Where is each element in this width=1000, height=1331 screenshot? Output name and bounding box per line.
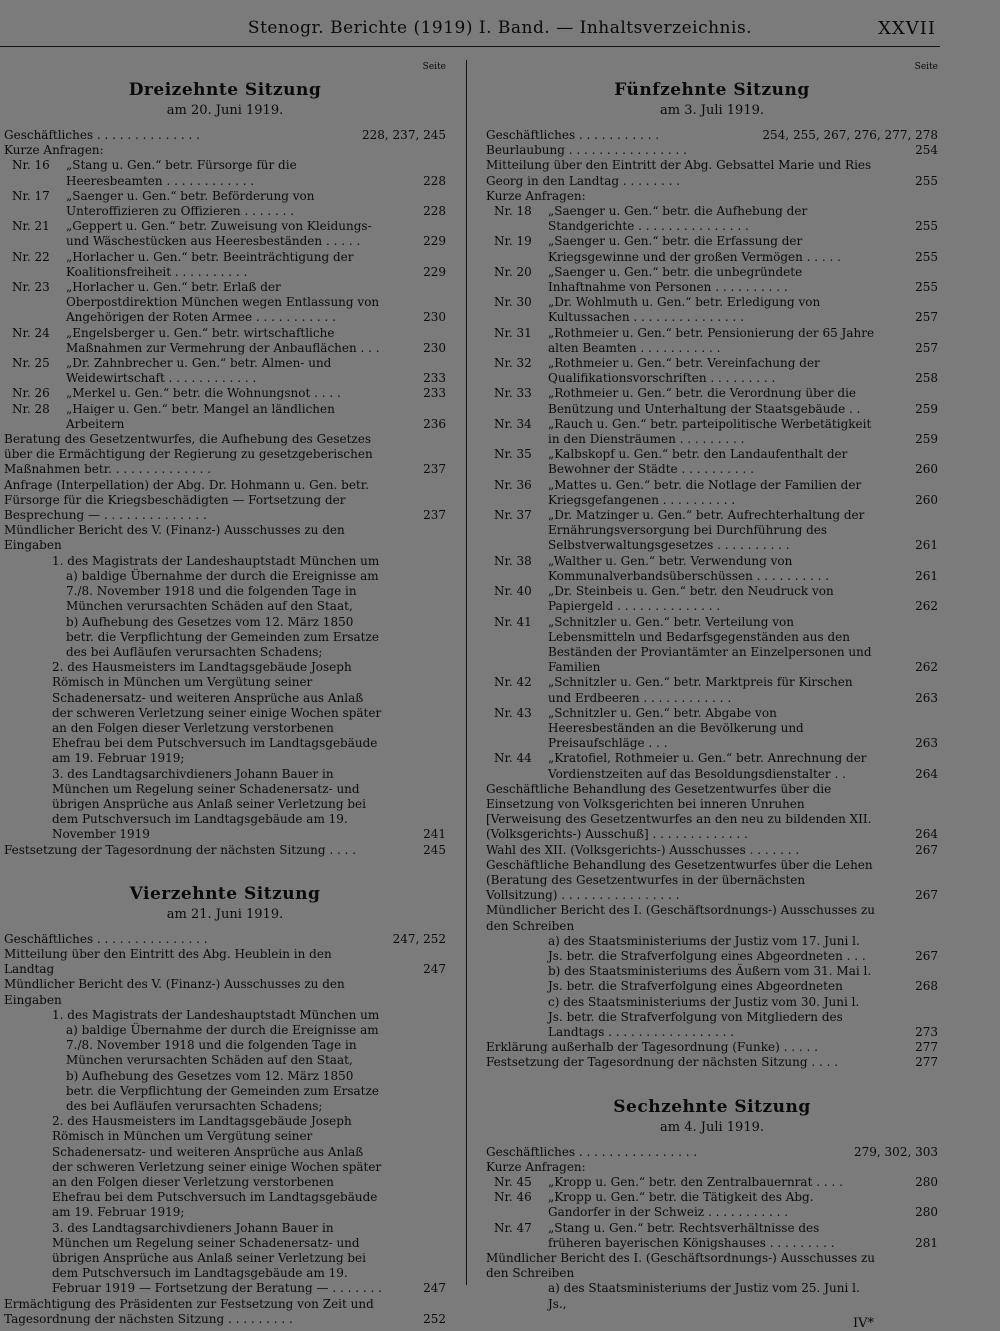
toc-entry bbox=[4, 1221, 446, 1297]
toc-entry bbox=[4, 158, 446, 188]
entry-page: 237 bbox=[423, 462, 446, 477]
toc-entry bbox=[4, 128, 446, 143]
entry-page: 260 bbox=[915, 462, 938, 477]
entry-text: „Schnitzler u. Gen.“ betr. Verteilung von Lebensmitteln und Bedarfsgegenständen aus den Beständen der Proviantämter an Einzelpersonen und Familien bbox=[548, 614, 872, 675]
seite-label: Seite bbox=[422, 62, 446, 72]
entry-page: 279, 302, 303 bbox=[854, 1144, 938, 1159]
toc-entry bbox=[4, 143, 446, 158]
entry-text: „Kratofiel, Rothmeier u. Gen.“ betr. Anrechnung der Vordienstzeiten auf das Besoldungsdienstalter . . bbox=[548, 751, 867, 781]
entry-page: 267 bbox=[915, 948, 938, 963]
entry-number: Nr. 33 bbox=[494, 386, 532, 401]
toc-entry bbox=[4, 280, 446, 326]
entry-number: Nr. 17 bbox=[12, 188, 50, 203]
entry-text: Beratung des Gesetzentwurfes, die Aufhebung des Gesetzes über die Ermächtigung der Regierung zu gesetzgeberischen Maßnahmen betr. . . . . . . . . . . . . . bbox=[4, 432, 373, 477]
entry-number: Nr. 20 bbox=[494, 264, 532, 279]
entry-page: 263 bbox=[915, 736, 938, 751]
entry-number: Nr. 18 bbox=[494, 204, 532, 219]
entry-number: Nr. 32 bbox=[494, 356, 532, 371]
toc-entry bbox=[486, 1251, 938, 1281]
session-block bbox=[4, 882, 446, 1327]
session-title: Sechzehnte Sitzung bbox=[613, 1096, 811, 1117]
entry-text: „Horlacher u. Gen.“ betr. Beeinträchtigung der Koalitionsfreiheit . . . . . . . . . . bbox=[66, 249, 354, 279]
toc-entry bbox=[486, 265, 938, 295]
toc-entry bbox=[486, 843, 938, 858]
toc-entry bbox=[486, 964, 938, 994]
entry-text: 2. des Hausmeisters im Landtagsgebäude Joseph Römisch in München um Vergütung seiner Schadenersatz- und weiteren Ansprüche aus Anlaß der schweren Verletzung seiner einige Wochen später an den Folgen dieser Verletzung verstorbenen Ehefrau bei dem Putschversuch im Landtagsgebäude am 19. Februar 1919; bbox=[52, 660, 382, 766]
toc-entry bbox=[4, 356, 446, 386]
entry-text: „Horlacher u. Gen.“ betr. Erlaß der Oberpostdirektion München wegen Entlassung von Angehörigen der Roten Armee . . . . . . . . . . . bbox=[66, 280, 380, 325]
entry-text: Ermächtigung des Präsidenten zur Festsetzung von Zeit und Tagesordnung der nächsten Sitzung . . . . . . . . . bbox=[4, 1296, 374, 1326]
toc-entry bbox=[486, 356, 938, 386]
entry-page: 277 bbox=[915, 1040, 938, 1055]
session-date: am 4. Juli 1919. bbox=[660, 1119, 764, 1135]
entry-text: Kurze Anfragen: bbox=[4, 143, 104, 158]
entry-text: a) baldige Übernahme der durch die Ereignisse am 7./8. November 1918 und die folgenden Tage in München verursachten Schäden auf den Staat, bbox=[66, 1022, 379, 1068]
entry-text: Anfrage (Interpellation) der Abg. Dr. Hohmann u. Gen. betr. Fürsorge für die Kriegsbeschädigten — Fortsetzung der Besprechung — . . . . . . . . . . . . . . bbox=[4, 477, 369, 523]
toc-entry bbox=[486, 204, 938, 234]
signature-mark: IV* bbox=[852, 1315, 874, 1331]
entry-text: Geschäftliche Behandlung des Gesetzentwurfes über die Lehen (Beratung des Gesetzentwurfes in der übernächsten Vollsitzung) . . . . . . . . . . . . . . . . bbox=[486, 857, 873, 903]
toc-entry bbox=[4, 523, 446, 553]
toc-entry bbox=[4, 947, 446, 977]
entry-page: 258 bbox=[915, 371, 938, 386]
toc-entry bbox=[486, 858, 938, 904]
entry-text: 2. des Hausmeisters im Landtagsgebäude Joseph Römisch in München um Vergütung seiner Schadenersatz- und weiteren Ansprüche aus Anlaß der schweren Verletzung seiner einige Wochen später an den Folgen dieser Verletzung verstorbenen Ehefrau bei dem Putschversuch im Landtagsgebäude am 19. Februar 1919; bbox=[52, 1114, 382, 1220]
entry-number: Nr. 35 bbox=[494, 447, 532, 462]
entry-text: Geschäftliches . . . . . . . . . . . . . . bbox=[4, 128, 200, 142]
entry-text: „Stang u. Gen.“ betr. Fürsorge für die Heeresbeamten . . . . . . . . . . . . bbox=[66, 158, 297, 188]
entry-text: „Dr. Steinbeis u. Gen.“ betr. den Neudruck von Papiergeld . . . . . . . . . . . . . . bbox=[548, 584, 834, 614]
entry-page: 260 bbox=[915, 492, 938, 507]
toc-entry bbox=[4, 1114, 446, 1220]
entry-text: „Engelsberger u. Gen.“ betr. wirtschaftliche Maßnahmen zur Vermehrung der Anbauflächen . . . bbox=[66, 325, 380, 355]
entry-text: Kurze Anfragen: bbox=[486, 1159, 586, 1174]
running-title: Stenogr. Berichte (1919) I. Band. — Inhaltsverzeichnis. bbox=[247, 18, 753, 38]
entry-page: 233 bbox=[423, 386, 446, 401]
right-sessions bbox=[486, 78, 938, 1312]
entry-text: c) des Staatsministeriums der Justiz vom 30. Juni l. Js. betr. die Strafverfolgung von Mitgliedern des Landtags . . . . . . . . . . . . . . . . . bbox=[548, 994, 860, 1039]
entry-text: „Dr. Matzinger u. Gen.“ betr. Aufrechterhaltung der Ernährungsversorgung bei Durchführung des Selbstverwaltungsgesetzes . . . . . . . . . . bbox=[548, 508, 865, 553]
toc-entry bbox=[486, 1175, 938, 1190]
entry-page: 229 bbox=[423, 264, 446, 279]
left-sessions bbox=[4, 78, 446, 1327]
entry-page: 264 bbox=[915, 766, 938, 781]
entry-number: Nr. 26 bbox=[12, 386, 50, 401]
toc-entry bbox=[486, 417, 938, 447]
entry-number: Nr. 44 bbox=[494, 751, 532, 766]
entry-number: Nr. 31 bbox=[494, 325, 532, 340]
entry-text: a) baldige Übernahme der durch die Ereignisse am 7./8. November 1918 und die folgenden Tage in München verursachten Schäden auf den Staat, bbox=[66, 568, 379, 614]
entry-text: „Haiger u. Gen.“ betr. Mangel an ländlichen Arbeitern bbox=[66, 401, 335, 431]
entry-page: 277 bbox=[915, 1055, 938, 1070]
toc-entry bbox=[4, 250, 446, 280]
entry-page: 245 bbox=[423, 842, 446, 857]
session-gap bbox=[4, 858, 446, 878]
toc-entry bbox=[486, 158, 938, 188]
entry-page: 241 bbox=[423, 827, 446, 842]
entry-page: 262 bbox=[915, 660, 938, 675]
toc-entry bbox=[4, 1297, 446, 1327]
entry-page: 228 bbox=[423, 204, 446, 219]
toc-entry bbox=[486, 584, 938, 614]
entry-text: „Rothmeier u. Gen.“ betr. Pensionierung der 65 Jahre alten Beamten . . . . . . . . . . . bbox=[548, 325, 875, 355]
toc-entry bbox=[4, 386, 446, 401]
toc-entry bbox=[486, 751, 938, 781]
entry-text: Festsetzung der Tagesordnung der nächsten Sitzung . . . . bbox=[486, 1055, 839, 1070]
entry-page: 247 bbox=[423, 962, 446, 977]
entry-number: Nr. 46 bbox=[494, 1190, 532, 1205]
entry-page: 264 bbox=[915, 827, 938, 842]
entry-text: 3. des Landtagsarchivdieners Johann Bauer in München um Regelung seiner Schadenersatz- und übrigen Ansprüche aus Anlaß seiner Verletzung bei dem Putschversuch im Landtagsgebäude am 19. November 1919 bbox=[52, 766, 366, 842]
entry-number: Nr. 28 bbox=[12, 401, 50, 416]
entry-number: Nr. 16 bbox=[12, 158, 50, 173]
toc-entry bbox=[486, 295, 938, 325]
left-column bbox=[4, 60, 446, 1327]
entry-text: „Saenger u. Gen.“ betr. die Aufhebung der Standgerichte . . . . . . . . . . . . . . . bbox=[548, 204, 808, 234]
entry-page: 236 bbox=[423, 416, 446, 431]
toc-entry bbox=[486, 326, 938, 356]
session-block bbox=[4, 78, 446, 858]
entry-text: „Rauch u. Gen.“ betr. parteipolitische Werbetätigkeit in den Diensträumen . . . . . . . . . bbox=[548, 416, 872, 447]
toc-entry bbox=[4, 478, 446, 524]
entry-text: b) des Staatsministeriums des Äußern vom 31. Mai l. Js. betr. die Strafverfolgung eines Abgeordneten bbox=[548, 964, 872, 994]
entry-text: Mitteilung über den Eintritt der Abg. Gebsattel Marie und Ries Georg in den Landtag . . . . . . . . bbox=[486, 158, 872, 188]
toc-entry bbox=[486, 554, 938, 584]
page-number: XXVII bbox=[878, 18, 936, 39]
entry-number: Nr. 34 bbox=[494, 416, 532, 431]
toc-entry bbox=[486, 1221, 938, 1251]
entry-text: „Kropp u. Gen.“ betr. den Zentralbauernrat . . . . bbox=[548, 1175, 843, 1189]
entry-page: 255 bbox=[915, 249, 938, 264]
entry-number: Nr. 36 bbox=[494, 477, 532, 492]
toc-entry bbox=[4, 1069, 446, 1115]
entry-page: 228 bbox=[423, 173, 446, 188]
entry-page: 255 bbox=[915, 280, 938, 295]
entry-text: Mitteilung über den Eintritt des Abg. Heublein in den Landtag bbox=[4, 946, 332, 977]
session-block bbox=[486, 78, 938, 1071]
entry-number: Nr. 38 bbox=[494, 553, 532, 568]
page-header bbox=[0, 18, 1000, 44]
toc-entry bbox=[4, 189, 446, 219]
entry-page: 254 bbox=[915, 143, 938, 158]
toc-entry bbox=[4, 1008, 446, 1023]
right-column bbox=[486, 60, 938, 1331]
entry-page: 255 bbox=[915, 219, 938, 234]
toc-entry bbox=[486, 903, 938, 933]
entry-page: 254, 255, 267, 276, 277, 278 bbox=[762, 128, 938, 142]
entry-text: „Schnitzler u. Gen.“ betr. Marktpreis für Kirschen und Erdbeeren . . . . . . . . . . . . bbox=[548, 675, 853, 705]
session-date: am 20. Juni 1919. bbox=[166, 103, 284, 118]
entry-text: „Saenger u. Gen.“ betr. die unbegründete Inhaftnahme von Personen . . . . . . . . . . bbox=[548, 264, 803, 295]
entry-number: Nr. 30 bbox=[494, 295, 532, 310]
entry-page: 280 bbox=[915, 1175, 938, 1189]
entry-text: „Kropp u. Gen.“ betr. die Tätigkeit des Abg. Gandorfer in der Schweiz . . . . . . . . . . . bbox=[548, 1190, 814, 1220]
session-title: Fünfzehnte Sitzung bbox=[614, 80, 810, 100]
toc-entry bbox=[486, 675, 938, 705]
entry-number: Nr. 43 bbox=[494, 705, 532, 720]
entry-page: 267 bbox=[915, 888, 938, 903]
entry-page: 228, 237, 245 bbox=[362, 128, 446, 142]
entry-page: 259 bbox=[915, 401, 938, 416]
toc-entry bbox=[486, 615, 938, 676]
entry-text: 1. des Magistrats der Landeshauptstadt München um bbox=[52, 553, 380, 568]
entry-text: Festsetzung der Tagesordnung der nächsten Sitzung . . . . bbox=[4, 842, 357, 857]
toc-entry bbox=[4, 767, 446, 843]
toc-entry bbox=[486, 1281, 938, 1311]
entry-page: 280 bbox=[915, 1205, 938, 1220]
entry-text: Geschäftliches . . . . . . . . . . . . . . . . bbox=[486, 1144, 698, 1159]
entry-number: Nr. 40 bbox=[494, 584, 532, 599]
entry-text: „Walther u. Gen.“ betr. Verwendung von Kommunalverbandsüberschüssen . . . . . . . . . . bbox=[548, 553, 830, 583]
toc-entry bbox=[486, 447, 938, 477]
header-rule bbox=[0, 46, 940, 47]
entry-text: „Dr. Zahnbrecher u. Gen.“ betr. Almen- und Weidewirtschaft . . . . . . . . . . . . bbox=[66, 356, 332, 386]
entry-page: 268 bbox=[915, 979, 938, 994]
entry-number: Nr. 23 bbox=[12, 280, 50, 295]
session-block bbox=[486, 1095, 938, 1312]
toc-entry bbox=[4, 615, 446, 661]
toc-entry bbox=[4, 977, 446, 1007]
toc-entry bbox=[486, 143, 938, 158]
toc-entry bbox=[486, 189, 938, 204]
toc-entry bbox=[486, 478, 938, 508]
entry-page: 261 bbox=[915, 568, 938, 583]
toc-entry bbox=[486, 782, 938, 843]
entry-page: 230 bbox=[423, 310, 446, 325]
entry-page: 233 bbox=[423, 371, 446, 386]
toc-entry bbox=[4, 569, 446, 615]
toc-entry bbox=[4, 219, 446, 249]
session-date: am 3. Juli 1919. bbox=[660, 103, 764, 118]
entry-number: Nr. 47 bbox=[494, 1220, 532, 1235]
toc-entry bbox=[4, 1023, 446, 1069]
session-title: Vierzehnte Sitzung bbox=[129, 883, 321, 904]
entry-number: Nr. 45 bbox=[494, 1175, 532, 1189]
entry-text: Kurze Anfragen: bbox=[486, 188, 586, 203]
entry-text: b) Aufhebung des Gesetzes vom 12. März 1850 betr. die Verpflichtung der Gemeinden zum Ersatze des bei Aufläufen verursachten Schadens; bbox=[66, 614, 379, 659]
seite-label: Seite bbox=[914, 62, 938, 72]
entry-text: Mündlicher Bericht des V. (Finanz-) Ausschusses zu den Eingaben bbox=[4, 977, 345, 1007]
entry-text: „Schnitzler u. Gen.“ betr. Abgabe von Heeresbeständen an die Bevölkerung und Preisaufschläge . . . bbox=[548, 705, 804, 751]
entry-page: 255 bbox=[915, 173, 938, 188]
entry-number: Nr. 22 bbox=[12, 249, 50, 264]
toc-entry bbox=[486, 128, 938, 143]
entry-page: 247, 252 bbox=[392, 931, 446, 946]
session-date: am 21. Juni 1919. bbox=[166, 906, 284, 922]
toc-entry bbox=[486, 386, 938, 416]
entry-page: 273 bbox=[915, 1024, 938, 1039]
entry-page: 257 bbox=[915, 340, 938, 355]
entry-text: Geschäftliche Behandlung des Gesetzentwurfes über die Einsetzung von Volksgerichten bei inneren Unruhen [Verweisung des Gesetzentwurfes an den neu zu bildenden XII. (Volksgerichts-) Ausschuß] . . . . . . . . . . . . . bbox=[486, 781, 872, 842]
entry-text: b) Aufhebung des Gesetzes vom 12. März 1850 betr. die Verpflichtung der Gemeinden zum Ersatze des bei Aufläufen verursachten Schadens; bbox=[66, 1068, 379, 1113]
entry-text: a) des Staatsministeriums der Justiz vom 17. Juni l. Js. betr. die Strafverfolgung eines Abgeordneten . . . bbox=[548, 933, 866, 963]
toc-entry bbox=[486, 934, 938, 964]
session-title: Dreizehnte Sitzung bbox=[128, 80, 322, 100]
entry-page: 247 bbox=[423, 1281, 446, 1296]
entry-text: Erklärung außerhalb der Tagesordnung (Funke) . . . . . bbox=[486, 1040, 818, 1055]
entry-page: 267 bbox=[915, 842, 938, 857]
toc-entry bbox=[4, 326, 446, 356]
entry-text: „Rothmeier u. Gen.“ betr. die Verordnung über die Benützung und Unterhaltung der Staatsgebäude . . bbox=[548, 386, 861, 416]
entry-number: Nr. 21 bbox=[12, 219, 50, 234]
entry-text: Mündlicher Bericht des I. (Geschäftsordnungs-) Ausschusses zu den Schreiben bbox=[486, 1251, 876, 1281]
entry-number: Nr. 41 bbox=[494, 614, 532, 629]
entry-text: Geschäftliches . . . . . . . . . . . . . . . bbox=[4, 931, 208, 946]
entry-page: 230 bbox=[423, 340, 446, 355]
entry-text: „Rothmeier u. Gen.“ betr. Vereinfachung der Qualifikationsvorschriften . . . . . . . . . bbox=[548, 356, 820, 386]
entry-text: a) des Staatsministeriums der Justiz vom 25. Juni l. Js., bbox=[548, 1281, 860, 1311]
entry-page: 229 bbox=[423, 234, 446, 249]
entry-text: 1. des Magistrats der Landeshauptstadt München um bbox=[52, 1007, 380, 1022]
entry-number: Nr. 19 bbox=[494, 234, 532, 249]
entry-page: 252 bbox=[423, 1311, 446, 1326]
entry-text: „Dr. Wohlmuth u. Gen.“ betr. Erledigung von Kultussachen . . . . . . . . . . . . . . . bbox=[548, 295, 821, 325]
entry-page: 259 bbox=[915, 432, 938, 447]
entry-text: „Geppert u. Gen.“ betr. Zuweisung von Kleidungs- und Wäschestücken aus Heeresbeständen . . . . . bbox=[66, 219, 372, 249]
entry-page: 237 bbox=[423, 508, 446, 523]
toc-entry bbox=[486, 508, 938, 554]
toc-entry bbox=[4, 660, 446, 766]
toc-entry bbox=[486, 1055, 938, 1070]
toc-entry bbox=[4, 402, 446, 432]
toc-entry bbox=[486, 1160, 938, 1175]
entry-text: Wahl des XII. (Volksgerichts-) Ausschusses . . . . . . . bbox=[486, 842, 800, 857]
toc-entry bbox=[486, 1145, 938, 1160]
entry-number: Nr. 37 bbox=[494, 508, 532, 523]
entry-text: „Saenger u. Gen.“ betr. Beförderung von Unteroffizieren zu Offizieren . . . . . . . bbox=[66, 188, 315, 219]
toc-entry bbox=[486, 1040, 938, 1055]
entry-text: Beurlaubung . . . . . . . . . . . . . . . . bbox=[486, 143, 687, 158]
entry-text: „Mattes u. Gen.“ betr. die Notlage der Familien der Kriegsgefangenen . . . . . . . . . . bbox=[548, 477, 862, 507]
column-divider bbox=[466, 60, 467, 1285]
toc-entry bbox=[486, 706, 938, 752]
entry-text: 3. des Landtagsarchivdieners Johann Bauer in München um Regelung seiner Schadenersatz- und übrigen Ansprüche aus Anlaß seiner Verletzung bei dem Putschversuch im Landtagsgebäude am 19. Februar 1919 — Fortsetzung der Beratung — . . . . . . . bbox=[52, 1220, 382, 1296]
entry-text: „Saenger u. Gen.“ betr. die Erfassung der Kriegsgewinne und der großen Vermögen . . . . . bbox=[548, 234, 841, 264]
toc-entry bbox=[486, 1190, 938, 1220]
entry-number: Nr. 42 bbox=[494, 675, 532, 690]
toc-entry bbox=[486, 234, 938, 264]
entry-text: „Stang u. Gen.“ betr. Rechtsverhältnisse des früheren bayerischen Königshauses . . . . . . . . . bbox=[548, 1220, 835, 1250]
toc-entry bbox=[4, 932, 446, 947]
entry-text: „Merkel u. Gen.“ betr. die Wohnungsnot . . . . bbox=[66, 386, 341, 401]
entry-number: Nr. 25 bbox=[12, 356, 50, 371]
entry-text: Geschäftliches . . . . . . . . . . . bbox=[486, 128, 660, 142]
entry-text: Mündlicher Bericht des I. (Geschäftsordnungs-) Ausschusses zu den Schreiben bbox=[486, 903, 876, 933]
toc-entry bbox=[4, 554, 446, 569]
toc-entry bbox=[4, 432, 446, 478]
entry-text: „Kalbskopf u. Gen.“ betr. den Landaufenthalt der Bewohner der Städte . . . . . . . . . . bbox=[548, 447, 848, 477]
toc-entry bbox=[486, 995, 938, 1041]
entry-page: 261 bbox=[915, 538, 938, 553]
entry-page: 263 bbox=[915, 690, 938, 705]
toc-entry bbox=[4, 843, 446, 858]
entry-text: Mündlicher Bericht des V. (Finanz-) Ausschusses zu den Eingaben bbox=[4, 523, 345, 553]
session-gap bbox=[486, 1071, 938, 1091]
entry-number: Nr. 24 bbox=[12, 325, 50, 340]
entry-page: 281 bbox=[915, 1235, 938, 1250]
entry-page: 257 bbox=[915, 310, 938, 325]
entry-page: 262 bbox=[915, 599, 938, 614]
